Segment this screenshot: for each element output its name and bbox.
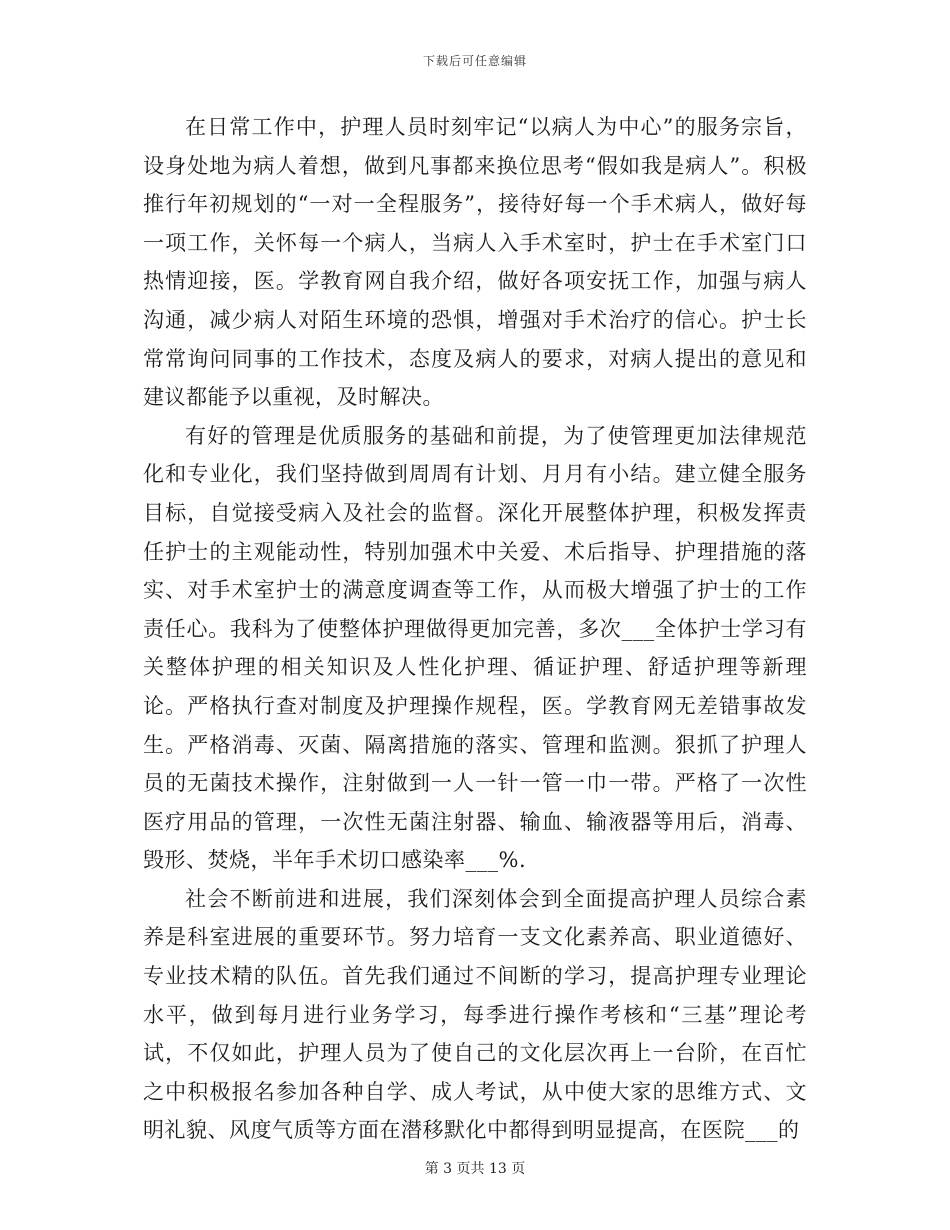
page-header: 下载后可任意编辑: [422, 54, 527, 68]
page-footer: 第 3 页共 13 页: [424, 1161, 526, 1177]
paragraph-management: 有好的管理是优质服务的基础和前提，为了使管理更加法律规范化和专业化，我们坚持做到周周有计划、月月有小结。建立健全服务目标，自觉接受病入及社会的监督。深化开展整体护理，积极发挥责任护士的主观能动性，特别加强术中关爱、术后指导、护理措施的落实、对手术室护士的满意度调查等工作，从而极大增强了护士的工作责任心。我科为了使整体护理做得更加完善，多次___全体护士学习有关整体护理的相关知识及人性化护理、循证护理、舒适护理等新理论。严格执行查对制度及护理操作规程，医。学教育网无差错事故发生。严格消毒、灭菌、隔离措施的落实、管理和监测。狠抓了护理人员的无菌技术操作，注射做到一人一针一管一巾一带。严格了一次性医疗用品的管理，一次性无菌注射器、输血、输液器等用后，消毒、毁形、焚烧，半年手术切口感染率___%.: [143, 423, 807, 873]
paragraph-training: 社会不断前进和进展，我们深刻体会到全面提高护理人员综合素养是科室进展的重要环节。努力培育一支文化素养高、职业道德好、专业技术精的队伍。首先我们通过不间断的学习，提高护理专业理论水平，做到每月进行业务学习，每季进行操作考核和“三基”理论考试，不仅如此，护理人员为了使自己的文化层次再上一台阶，在百忙之中积极报名参加各种自学、成人考试，从中使大家的思维方式、文明礼貌、风度气质等方面在潜移默化中都得到明显提高，在医院___的: [143, 886, 807, 1143]
document-body: [143, 108, 807, 1150]
paragraph-service: 在日常工作中，护理人员时刻牢记“以病人为中心”的服务宗旨，设身处地为病人着想，做到凡事都来换位思考“假如我是病人”。积极推行年初规划的“一对一全程服务”，接待好每一个手术病人，做好每一项工作，关怀每一个病人，当病人入手术室时，护士在手术室门口热情迎接，医。学教育网自我介绍，做好各项安抚工作，加强与病人沟通，减少病人对陌生环境的恐惧，增强对手术治疗的信心。护士长常常询问同事的工作技术，态度及病人的要求，对病人提出的意见和建议都能予以重视，及时解决。: [143, 115, 807, 410]
